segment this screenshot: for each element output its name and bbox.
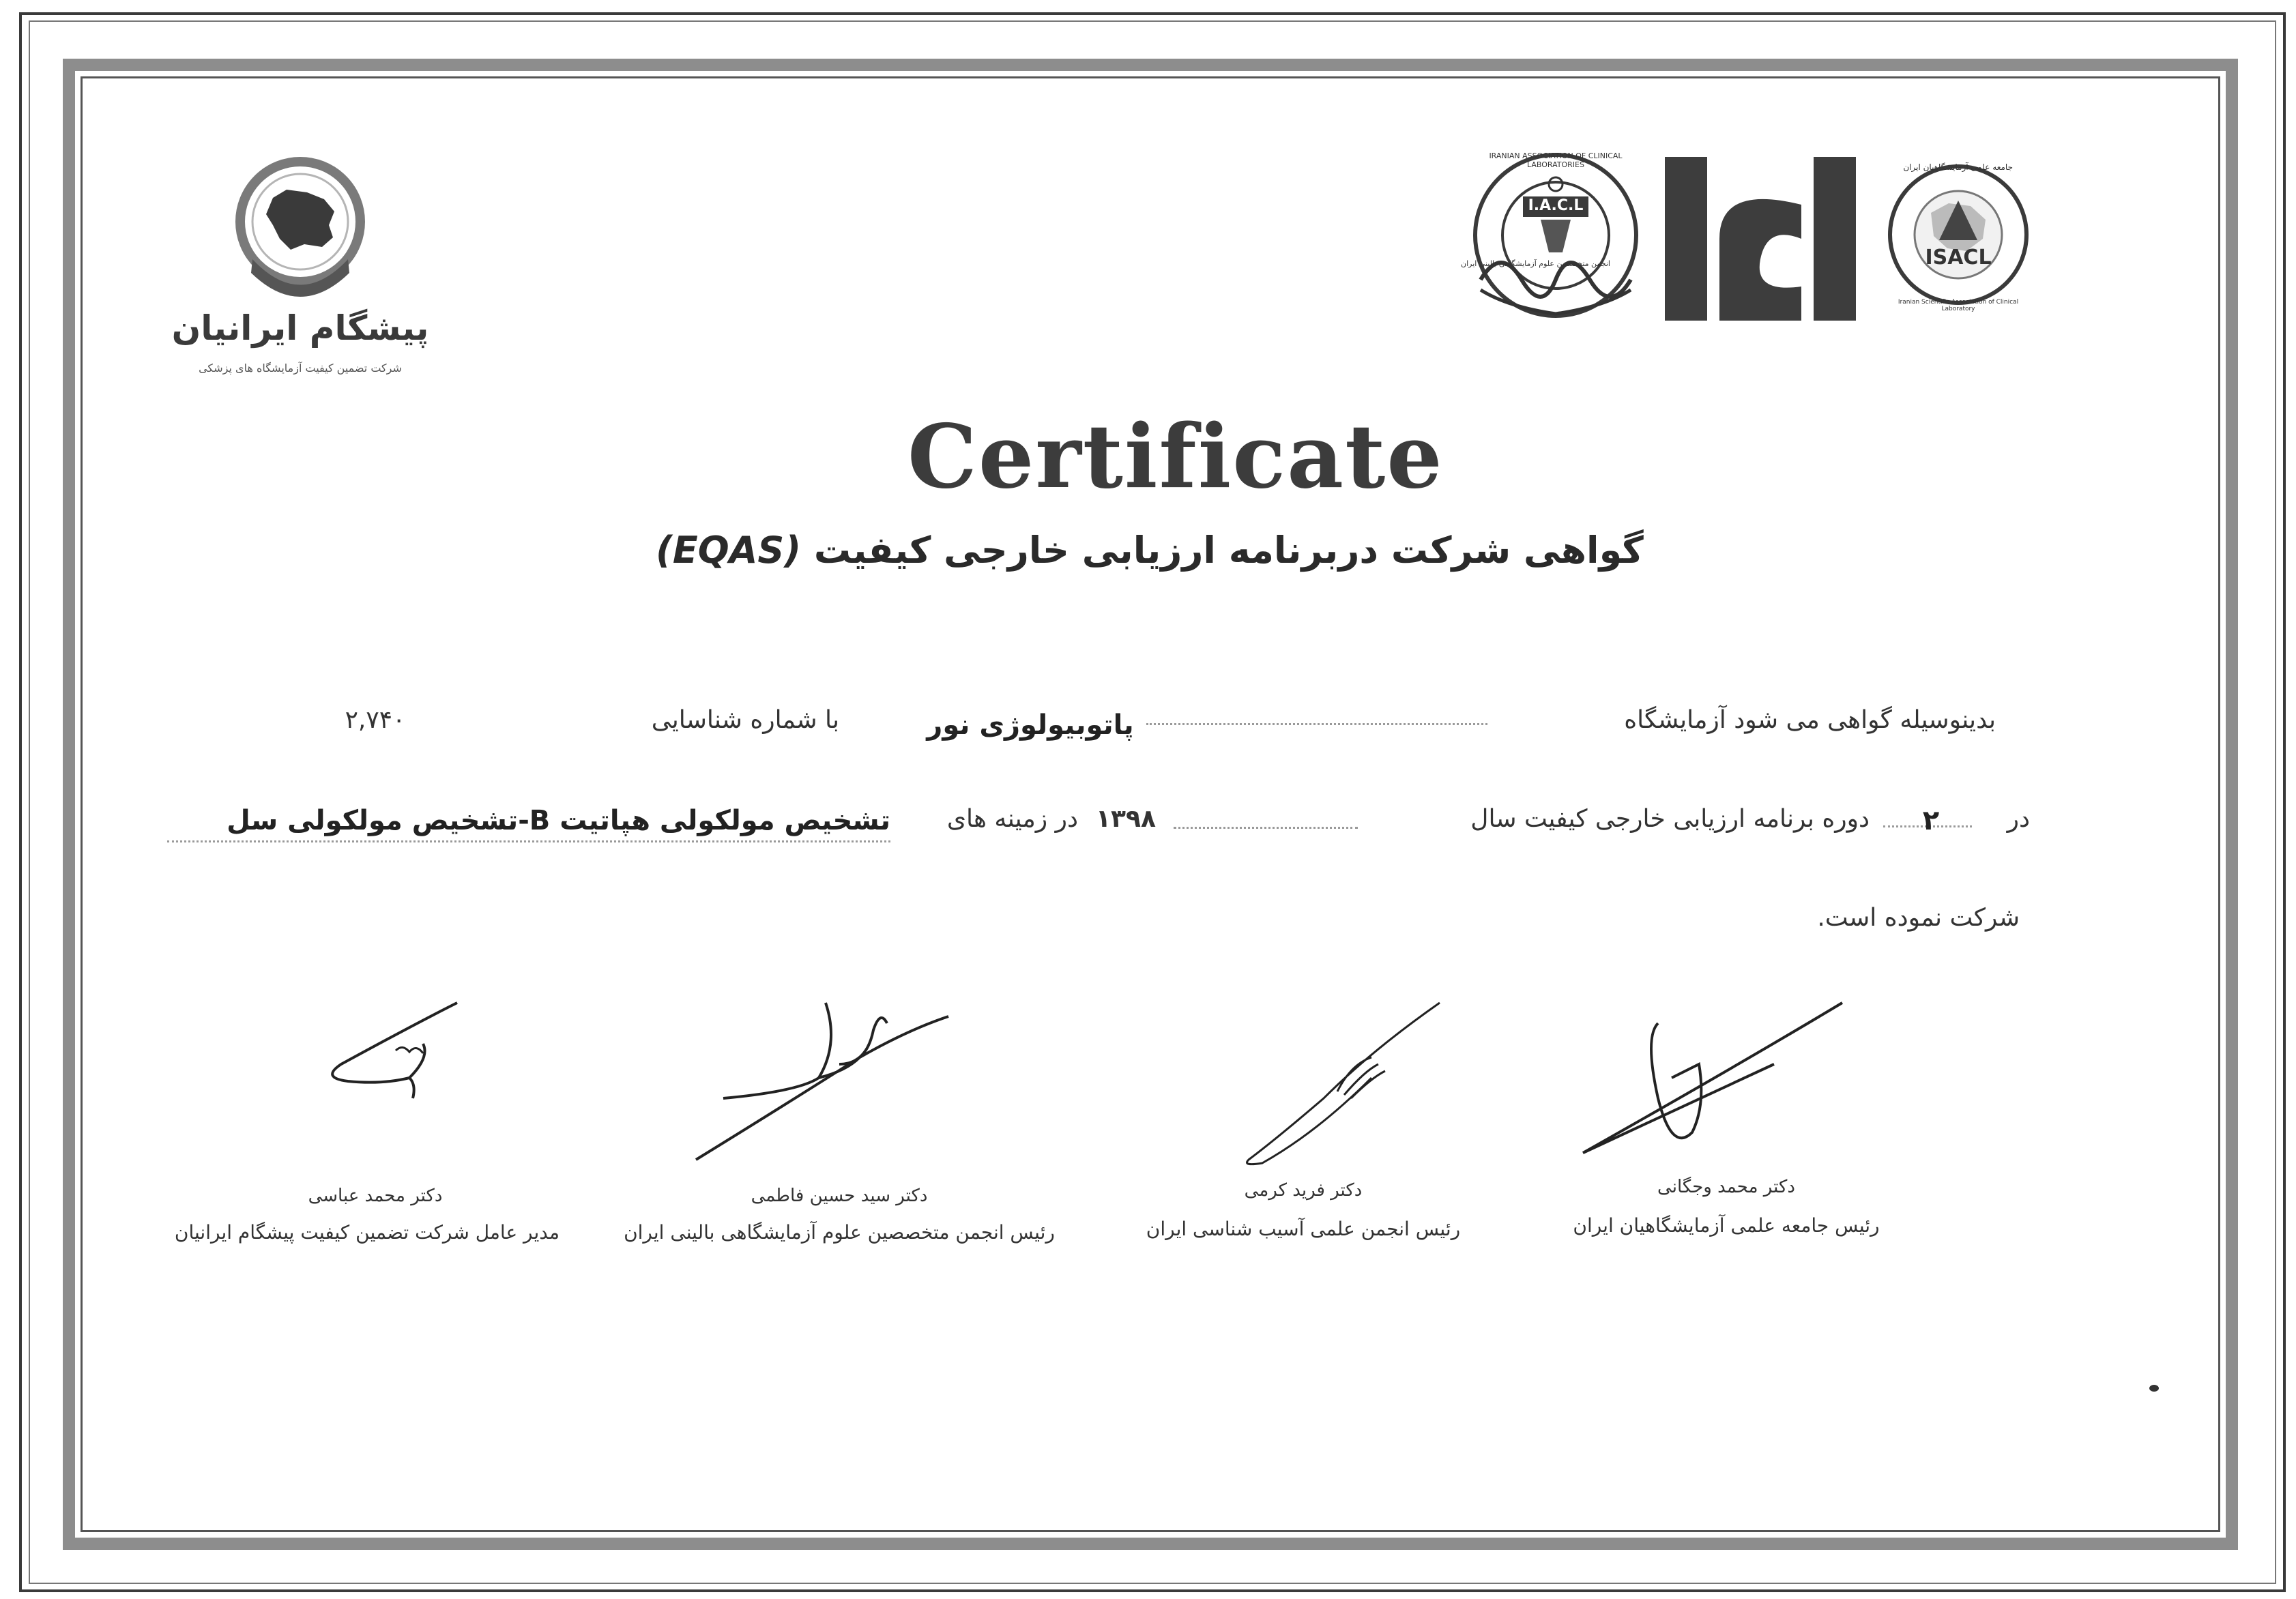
line2-fields-label: در زمینه های <box>946 805 1078 833</box>
signatory-name-karami: دکتر فرید کرمی <box>1244 1180 1363 1201</box>
isacl-ring-fa: جامعه علمی آزمایشگاهیان ایران <box>1903 162 2013 172</box>
signatory-name-abbasi: دکتر محمد عباسی <box>308 1186 443 1206</box>
iacl-bottom-text: انجمن متخصصین علوم آزمایشگاهی بالینی ایران <box>1461 259 1610 268</box>
certificate-title: Certificate <box>907 406 1444 508</box>
signatory-title-fatemi: رئیس انجمن متخصصین علوم آزمایشگاهی بالینی ایران <box>624 1221 1055 1244</box>
line2-program: دوره برنامه ارزیابی خارجی کیفیت سال <box>1470 805 1870 833</box>
isacl-ring-en: Iranian Scientific Association of Clinical Laboratory <box>1898 299 2019 312</box>
signature-fatemi <box>682 989 969 1167</box>
iacl-acronym: I.A.C.L <box>1528 197 1584 214</box>
pishgam-logo <box>171 157 430 389</box>
subtitle-fa: گواهی شرکت دربرنامه ارزیابی خارجی کیفیت <box>813 529 1644 572</box>
lab-name: پاتوبیولوژی نور <box>927 709 1134 741</box>
line3: شرکت نموده است. <box>1817 904 2020 932</box>
subtitle-eqas: (EQAS) <box>656 529 802 572</box>
signature-abbasi <box>293 996 498 1105</box>
isacl-seal-icon <box>1883 158 2033 315</box>
line1-prefix: بدینوسیله گواهی می شود آزمایشگاه <box>1624 706 1996 734</box>
iran-map-emblem-icon <box>171 157 430 307</box>
line1-id-label: با شماره شناسایی <box>651 706 839 734</box>
pishgam-logo-name: پیشگام ایرانیان <box>171 308 429 348</box>
lab-name-dotline <box>1146 723 1487 725</box>
isacl-acronym: ISACL <box>1925 246 1992 269</box>
iacl-ring-text: IRANIAN ASSOCIATION OF CLINICAL LABORATORIES <box>1489 151 1623 169</box>
fields: تشخیص مولکولی هپاتیت B-تشخیص مولکولی سل <box>227 805 890 836</box>
signatory-title-karami: رئیس انجمن علمی آسیب شناسی ایران <box>1146 1218 1461 1240</box>
ink-dot <box>2149 1385 2159 1392</box>
pishgam-logo-tagline: شرکت تضمین کیفیت آزمایشگاه های پزشکی <box>199 362 402 375</box>
ipa-mark <box>1665 157 1856 321</box>
line2-in: در <box>2007 805 2030 833</box>
iacl-logo <box>1460 143 1651 327</box>
ipa-mark-text: ایپا <box>1665 225 1667 226</box>
signature-vajgani <box>1569 996 1856 1173</box>
ipa-mark-icon <box>1665 157 1856 321</box>
signatory-title-vajgani: رئیس جامعه علمی آزمایشگاهیان ایران <box>1573 1214 1880 1237</box>
iacl-seal-icon <box>1460 143 1651 327</box>
signatory-name-fatemi: دکتر سید حسین فاطمی <box>751 1186 928 1206</box>
year-dotline <box>1174 827 1358 829</box>
signatory-name-vajgani: دکتر محمد وجگانی <box>1657 1177 1795 1197</box>
certificate-subtitle <box>614 529 1685 572</box>
period-number: ۲ <box>1922 805 1940 836</box>
year: ۱۳۹۸ <box>1096 805 1156 833</box>
signature-karami <box>1235 996 1453 1173</box>
isacl-logo <box>1883 158 2033 315</box>
signatory-title-abbasi: مدیر عامل شرکت تضمین کیفیت پیشگام ایرانیان <box>174 1221 560 1244</box>
id-number: ۲,۷۴۰ <box>345 706 406 734</box>
fields-dotline <box>167 840 890 842</box>
